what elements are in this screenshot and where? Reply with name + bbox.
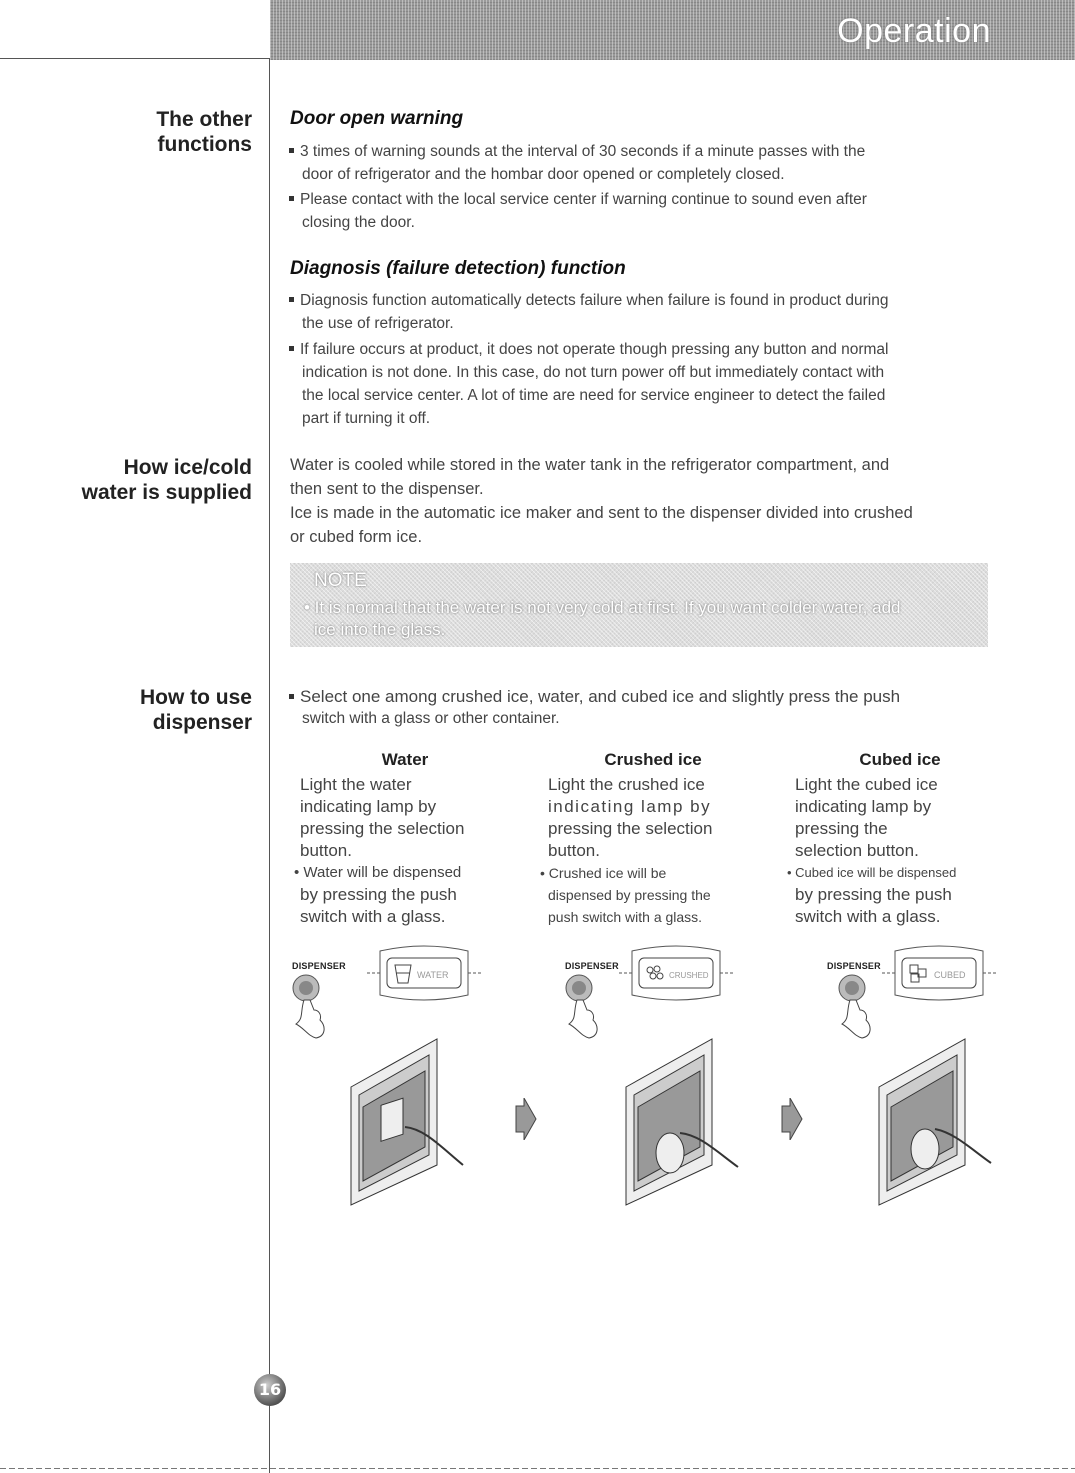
column-body (795, 774, 1005, 862)
bullet-line: Please contact with the local service center if warning continue to sound even after (300, 191, 867, 208)
column-line: Light the water (300, 775, 412, 794)
dispenser-intro (289, 686, 989, 730)
column-line: indicating lamp by (300, 797, 437, 816)
paragraph-line: then sent to the dispenser. (290, 480, 484, 498)
cubed-selection-panel (880, 943, 998, 1003)
column-heading: Cubed ice (859, 750, 941, 769)
column-heading: Crushed ice (604, 750, 702, 769)
panel-text: CRUSHED (669, 971, 709, 980)
bullet-square (289, 346, 294, 351)
bullet-line: indication is not done. In this case, do not turn power off but immediately contact with (302, 364, 885, 381)
crushed-ice-icon (647, 966, 663, 979)
margin-rule (269, 58, 270, 1473)
bullet-line: closing the door. (302, 214, 415, 231)
bullet-line: part if turning it off. (302, 410, 431, 427)
finger-press-icon (555, 970, 615, 1042)
water-dispenser-illustration (345, 1037, 467, 1207)
note-box (290, 563, 988, 647)
column-water (294, 750, 510, 928)
header-rule (0, 58, 270, 59)
page-number: 16 (254, 1374, 286, 1406)
bullet-line: the use of refrigerator. (302, 315, 454, 332)
column-line: indicating lamp by (548, 797, 712, 816)
column-note (294, 862, 510, 928)
heading-line: How ice/cold (123, 456, 252, 479)
column-cubed-ice (787, 750, 1005, 928)
bullet-line: Diagnosis function automatically detects failure when failure is found in product during (300, 292, 889, 309)
heading-line: dispenser (152, 711, 252, 734)
column-line: indicating lamp by (795, 797, 932, 816)
column-note (540, 862, 758, 928)
column-line: pressing the (795, 819, 888, 838)
column-note-line: push switch with a glass. (548, 909, 703, 925)
dispenser-label: DISPENSER (565, 961, 619, 971)
ice-water-paragraph (290, 453, 990, 549)
diagnosis-bullet-2 (289, 338, 989, 430)
bullet-line: door of refrigerator and the hombar door opened or completely closed. (302, 166, 785, 183)
column-note-line: • Water will be dispensed (294, 864, 462, 881)
water-selection-panel (365, 943, 483, 1003)
arrow-right-icon (780, 1098, 804, 1140)
dispenser-label: DISPENSER (827, 961, 881, 971)
finger-press-icon (828, 970, 888, 1042)
footer-rule (0, 1468, 1075, 1469)
paragraph-line: Water is cooled while stored in the water tank in the refrigerator compartment, and (290, 456, 890, 474)
column-line: Light the cubed ice (795, 775, 938, 794)
column-note-line: • Cubed ice will be dispensed (787, 865, 957, 880)
bullet-line: If failure occurs at product, it does not operate though pressing any button and normal (300, 341, 889, 358)
cubed-ice-icon (910, 965, 926, 982)
column-line: button. (300, 841, 352, 860)
bullet-line: 3 times of warning sounds at the interval of 30 seconds if a minute passes with the (300, 143, 866, 160)
section-header-band (270, 0, 1075, 60)
door-warning-bullet-1 (289, 140, 989, 186)
column-note (787, 862, 1005, 928)
paragraph-line: Ice is made in the automatic ice maker and sent to the dispenser divided into crushed (290, 504, 913, 522)
diagnosis-bullet-1 (289, 289, 989, 335)
panel-text: CUBED (934, 970, 966, 980)
note-line: ice into the glass. (314, 620, 446, 639)
column-crushed-ice (540, 750, 758, 928)
heading-dispenser (140, 685, 252, 735)
column-note-line: switch with a glass. (300, 907, 446, 926)
column-note-line: switch with a glass. (795, 907, 941, 926)
bullet-line: Select one among crushed ice, water, and cubed ice and slightly press the push (300, 687, 901, 706)
column-note-line: • Crushed ice will be (540, 865, 667, 881)
heading-line: The other (156, 108, 252, 131)
heading-ice-water (82, 455, 252, 505)
cubed-dispenser-illustration (873, 1037, 995, 1207)
bullet-line: switch with a glass or other container. (302, 710, 560, 727)
column-line: pressing the selection (300, 819, 465, 838)
column-line: pressing the selection (548, 819, 713, 838)
heading-line: water is supplied (81, 481, 252, 504)
crushed-selection-panel (617, 943, 735, 1003)
column-note-line: by pressing the push (795, 885, 952, 904)
arrow-right-icon (514, 1098, 538, 1140)
column-line: Light the crushed ice (548, 775, 705, 794)
heading-line: functions (157, 133, 252, 156)
column-note-line: dispensed by pressing the (548, 887, 711, 903)
finger-press-icon (282, 970, 342, 1042)
bullet-square (289, 694, 294, 699)
note-text (304, 597, 974, 641)
column-heading: Water (381, 750, 429, 769)
water-glass-icon (395, 965, 411, 983)
bullet-line: the local service center. A lot of time are need for service engineer to detect the failed (302, 387, 886, 404)
door-warning-title: Door open warning (290, 108, 464, 129)
column-line: selection button. (795, 841, 919, 860)
crushed-dispenser-illustration (620, 1037, 742, 1207)
column-body (300, 774, 510, 862)
heading-other-functions (156, 107, 252, 157)
bullet-square (289, 148, 294, 153)
section-title: Operation (837, 12, 991, 50)
column-note-line: by pressing the push (300, 885, 457, 904)
note-line: • It is normal that the water is not very cold at first. If you want colder water, add (304, 598, 901, 617)
diagnosis-title: Diagnosis (failure detection) function (290, 258, 626, 279)
note-title: NOTE (314, 570, 367, 591)
panel-text: WATER (417, 970, 449, 980)
dispenser-label: DISPENSER (292, 961, 346, 971)
heading-line: How to use (139, 686, 252, 709)
column-body (548, 774, 758, 862)
paragraph-line: or cubed form ice. (290, 528, 423, 546)
bullet-square (289, 196, 294, 201)
door-warning-bullet-2 (289, 188, 989, 234)
column-line: button. (548, 841, 600, 860)
bullet-square (289, 297, 294, 302)
